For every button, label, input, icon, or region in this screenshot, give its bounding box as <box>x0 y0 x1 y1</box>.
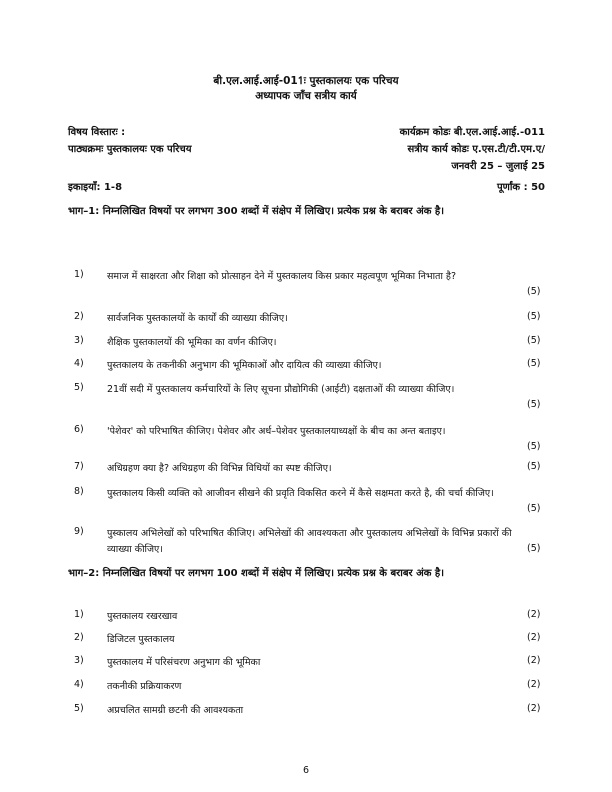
assignment-code: सत्रीय कार्य कोडः ए.एस.टी/टी.एम.ए/ <box>407 144 545 155</box>
question-number: 5) <box>74 703 84 714</box>
programme-code: कार्यक्रम कोडः बी.एल.आई.आई.-011 <box>399 127 545 138</box>
part2-heading: भाग–2: निम्नलिखित विषयों पर लगभग 100 शब्दों में संक्षेप में लिखिए। प्रत्येक प्रश्न के बराबर अंक है। <box>68 568 445 579</box>
question-marks: (5) <box>527 335 541 346</box>
question-number: 2) <box>74 632 84 643</box>
question-number: 9) <box>74 526 84 537</box>
question-number: 4) <box>74 358 84 369</box>
question-marks: (5) <box>527 461 541 472</box>
question-text: तकनीकी प्रक्रियाकरण <box>107 681 182 692</box>
document-title: बी.एल.आई.आई-011ः पुस्तकालयः एक परिचय <box>213 75 399 87</box>
question-number: 3) <box>74 655 84 666</box>
subject-label: विषय विस्तारः : <box>68 127 126 138</box>
question-text: शैक्षिक पुस्तकालयों की भूमिका का वर्णन कीजिए। <box>107 337 277 348</box>
question-text: पुस्तकालय में परिसंचरण अनुभाग की भूमिका <box>107 657 261 668</box>
question-number: 7) <box>74 461 84 472</box>
question-marks: (5) <box>527 358 541 369</box>
question-text: पुस्तकालय किसी व्यक्ति को आजीवन सीखने की प्रवृति विकसित करने में कैसे सक्षमता करते है, की चर्चा कीजिए। <box>107 488 494 499</box>
question-marks: (2) <box>527 632 541 643</box>
question-marks: (2) <box>527 609 541 620</box>
question-text: अप्रचलित सामग्री छटनी की आवश्यकता <box>107 705 244 716</box>
question-text: अधिग्रहण क्या है? अधिग्रहण की विभिन्न विधियों का स्पष्ट कीजिए। <box>107 463 332 474</box>
part1-heading: भाग–1: निम्नलिखित विषयों पर लगभग 300 शब्दों में संक्षेप में लिखिए। प्रत्येक प्रश्न के बराबर अंक है। <box>68 206 445 217</box>
question-number: 3) <box>74 335 84 346</box>
question-text: पुस्तकालय के तकनीकी अनुभाग की भूमिकाओं और दायित्व की व्याख्या कीजिए। <box>107 360 382 371</box>
course-label: पाठ्यक्रमः पुस्तकालयः एक परिचय <box>68 144 192 155</box>
question-number: 4) <box>74 679 84 690</box>
document-subtitle: अध्यापक जाँच सत्रीय कार्य <box>255 90 357 102</box>
question-marks: (5) <box>527 543 541 554</box>
question-text: सार्वजनिक पुस्तकालयों के कार्यों की व्याख्या कीजिए। <box>107 313 288 324</box>
question-number: 8) <box>74 486 84 497</box>
question-marks: (5) <box>527 311 541 322</box>
max-marks: पूर्णांक : 50 <box>496 182 545 193</box>
question-text: पुस्कालय अभिलेखों को परिभाषित कीजिए। अभिलेखों की आवश्यकता और पुस्तकालय अभिलेखों के विभिन्न प्रकारों की व्याख्या कीजिए। <box>107 528 512 555</box>
units: इकाइयाँ: 1-8 <box>68 182 123 193</box>
question-marks: (2) <box>527 703 541 714</box>
session: जनवरी 25 – जुलाई 25 <box>451 161 545 172</box>
question-text: 21वीं सदी में पुस्तकालय कर्मचारियों के लिए सूचना प्रौद्योगिकी (आईटी) दक्षताओं की व्याख्या कीजिए। <box>107 384 455 395</box>
question-number: 1) <box>74 269 84 280</box>
question-number: 5) <box>74 382 84 393</box>
question-text: समाज में साक्षरता और शिक्षा को प्रोत्साहन देने में पुस्तकालय किस प्रकार महत्वपूण भूमिका निभाता है? <box>107 271 457 282</box>
question-number: 1) <box>74 609 84 620</box>
question-marks: (5) <box>527 441 541 452</box>
question-text: डिजिटल पुस्तकालय <box>107 634 175 645</box>
question-marks: (2) <box>527 679 541 690</box>
page-number: 6 <box>302 765 310 776</box>
question-number: 2) <box>74 311 84 322</box>
question-text: पुस्तकालय रखरखाव <box>107 611 178 622</box>
question-number: 6) <box>74 424 84 435</box>
question-marks: (2) <box>527 655 541 666</box>
question-marks: (5) <box>527 503 541 514</box>
question-marks: (5) <box>527 399 541 410</box>
question-text: 'पेशेवर' को परिभाषित कीजिए। पेशेवर और अर्ध–पेशेवर पुस्तकालयाध्यक्षों के बीच का अन्त बताइए। <box>107 426 446 437</box>
question-marks: (5) <box>527 286 541 297</box>
